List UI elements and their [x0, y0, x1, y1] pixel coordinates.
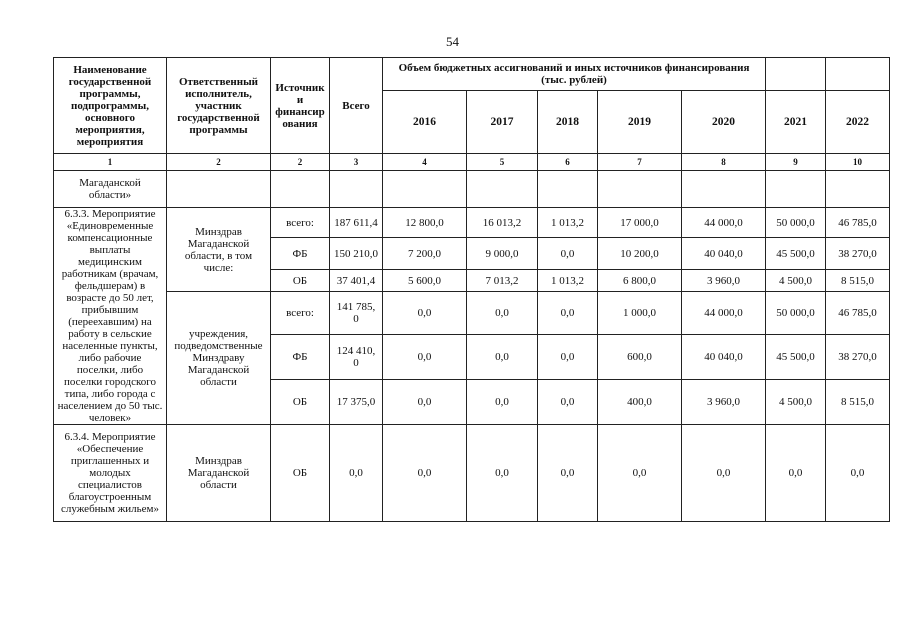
value-cell: 0,0: [682, 425, 766, 522]
value-cell: 6 800,0: [598, 270, 682, 292]
value-cell: 8 515,0: [826, 270, 890, 292]
value-cell: 44 000,0: [682, 208, 766, 238]
value-cell: 50 000,0: [766, 208, 826, 238]
column-number: 2: [271, 154, 330, 171]
header-year: 2021: [766, 91, 826, 154]
value-cell: 38 270,0: [826, 238, 890, 270]
value-cell: 46 785,0: [826, 292, 890, 335]
source-cell: всего:: [271, 292, 330, 335]
value-cell: 40 040,0: [682, 238, 766, 270]
value-cell: 0,0: [383, 425, 467, 522]
header-row: [54, 58, 890, 91]
column-number: 3: [330, 154, 383, 171]
value-cell: 0,0: [383, 380, 467, 425]
value-cell: 0,0: [538, 292, 598, 335]
column-number: 10: [826, 154, 890, 171]
value-cell: 0,0: [538, 238, 598, 270]
total-cell: 187 611,4: [330, 208, 383, 238]
column-number: 2: [167, 154, 271, 171]
value-cell: 10 200,0: [598, 238, 682, 270]
value-cell: 8 515,0: [826, 380, 890, 425]
value-cell: 1 013,2: [538, 208, 598, 238]
executor-name: Минздрав Магаданской области, в том числе:: [167, 208, 271, 292]
value-cell: 1 013,2: [538, 270, 598, 292]
column-number: 6: [538, 154, 598, 171]
value-cell: 0,0: [766, 425, 826, 522]
value-cell: 600,0: [598, 335, 682, 380]
column-number: 4: [383, 154, 467, 171]
value-cell: 0,0: [467, 292, 538, 335]
value-cell: 4 500,0: [766, 270, 826, 292]
value-cell: 50 000,0: [766, 292, 826, 335]
value-cell: 400,0: [598, 380, 682, 425]
value-cell: 7 200,0: [383, 238, 467, 270]
value-cell: 1 000,0: [598, 292, 682, 335]
total-cell: 17 375,0: [330, 380, 383, 425]
measure-6-3-4-name: 6.3.4. Мероприятие «Обеспечение приглашенных и молодых специалистов благоустроенным служебным жильем»: [54, 425, 167, 522]
value-cell: 0,0: [826, 425, 890, 522]
value-cell: 0,0: [467, 335, 538, 380]
header-total: Всего: [330, 58, 383, 154]
total-cell: 150 210,0: [330, 238, 383, 270]
value-cell: 0,0: [467, 380, 538, 425]
header-year: 2022: [826, 91, 890, 154]
column-number: 1: [54, 154, 167, 171]
value-cell: 3 960,0: [682, 380, 766, 425]
column-number-row: [54, 154, 890, 171]
total-cell: 37 401,4: [330, 270, 383, 292]
value-cell: 0,0: [598, 425, 682, 522]
continuation-text: Магаданской области»: [54, 171, 167, 208]
header-executor: Ответственный исполнитель, участник государственной программы: [167, 58, 271, 154]
source-cell: ФБ: [271, 238, 330, 270]
column-number: 8: [682, 154, 766, 171]
value-cell: 38 270,0: [826, 335, 890, 380]
header-year: 2016: [383, 91, 467, 154]
total-cell: 0,0: [330, 425, 383, 522]
continuation-row: [54, 171, 890, 208]
source-cell: ОБ: [271, 270, 330, 292]
column-number: 7: [598, 154, 682, 171]
header-budget-group: Объем бюджетных ассигнований и иных источников финансирования (тыс. рублей): [383, 58, 766, 91]
measure-6-3-3-name: 6.3.3. Мероприятие «Единовременные компенсационные выплаты медицинским работникам (врачам, фельдшерам) в возрасте до 50 лет, прибывшим (переехавшим) на работу в сельские населенные пункты, либо рабочие поселки, либо поселки городского типа, либо города с населением до 50 тыс. человек»: [54, 208, 167, 425]
header-year: 2019: [598, 91, 682, 154]
value-cell: 45 500,0: [766, 335, 826, 380]
total-cell: 141 785, 0: [330, 292, 383, 335]
page-number: 54: [446, 34, 459, 49]
header-year: 2017: [467, 91, 538, 154]
value-cell: 16 013,2: [467, 208, 538, 238]
source-cell: ОБ: [271, 380, 330, 425]
header-year: 2018: [538, 91, 598, 154]
header-source: Источник и финансир ования: [271, 58, 330, 154]
value-cell: 0,0: [538, 380, 598, 425]
total-cell: 124 410, 0: [330, 335, 383, 380]
value-cell: 5 600,0: [383, 270, 467, 292]
executor-name: учреждения, подведомственные Минздраву Магаданской области: [167, 292, 271, 425]
value-cell: 45 500,0: [766, 238, 826, 270]
table-row: [54, 292, 890, 335]
column-number: 9: [766, 154, 826, 171]
column-number: 5: [467, 154, 538, 171]
source-cell: ФБ: [271, 335, 330, 380]
value-cell: 17 000,0: [598, 208, 682, 238]
header-program-name: Наименование государственной программы, подпрограммы, основного мероприятия, мероприятия: [54, 58, 167, 154]
value-cell: 3 960,0: [682, 270, 766, 292]
table-row: [54, 208, 890, 238]
value-cell: 9 000,0: [467, 238, 538, 270]
value-cell: 4 500,0: [766, 380, 826, 425]
value-cell: 12 800,0: [383, 208, 467, 238]
value-cell: 46 785,0: [826, 208, 890, 238]
value-cell: 0,0: [383, 292, 467, 335]
value-cell: 7 013,2: [467, 270, 538, 292]
value-cell: 0,0: [538, 425, 598, 522]
value-cell: 44 000,0: [682, 292, 766, 335]
value-cell: 40 040,0: [682, 335, 766, 380]
header-blank: [766, 58, 826, 91]
table-row: [54, 425, 890, 522]
header-blank: [826, 58, 890, 91]
value-cell: 0,0: [467, 425, 538, 522]
source-cell: ОБ: [271, 425, 330, 522]
header-year: 2020: [682, 91, 766, 154]
value-cell: 0,0: [383, 335, 467, 380]
executor-name: Минздрав Магаданской области: [167, 425, 271, 522]
budget-table: [53, 57, 890, 522]
source-cell: всего:: [271, 208, 330, 238]
value-cell: 0,0: [538, 335, 598, 380]
